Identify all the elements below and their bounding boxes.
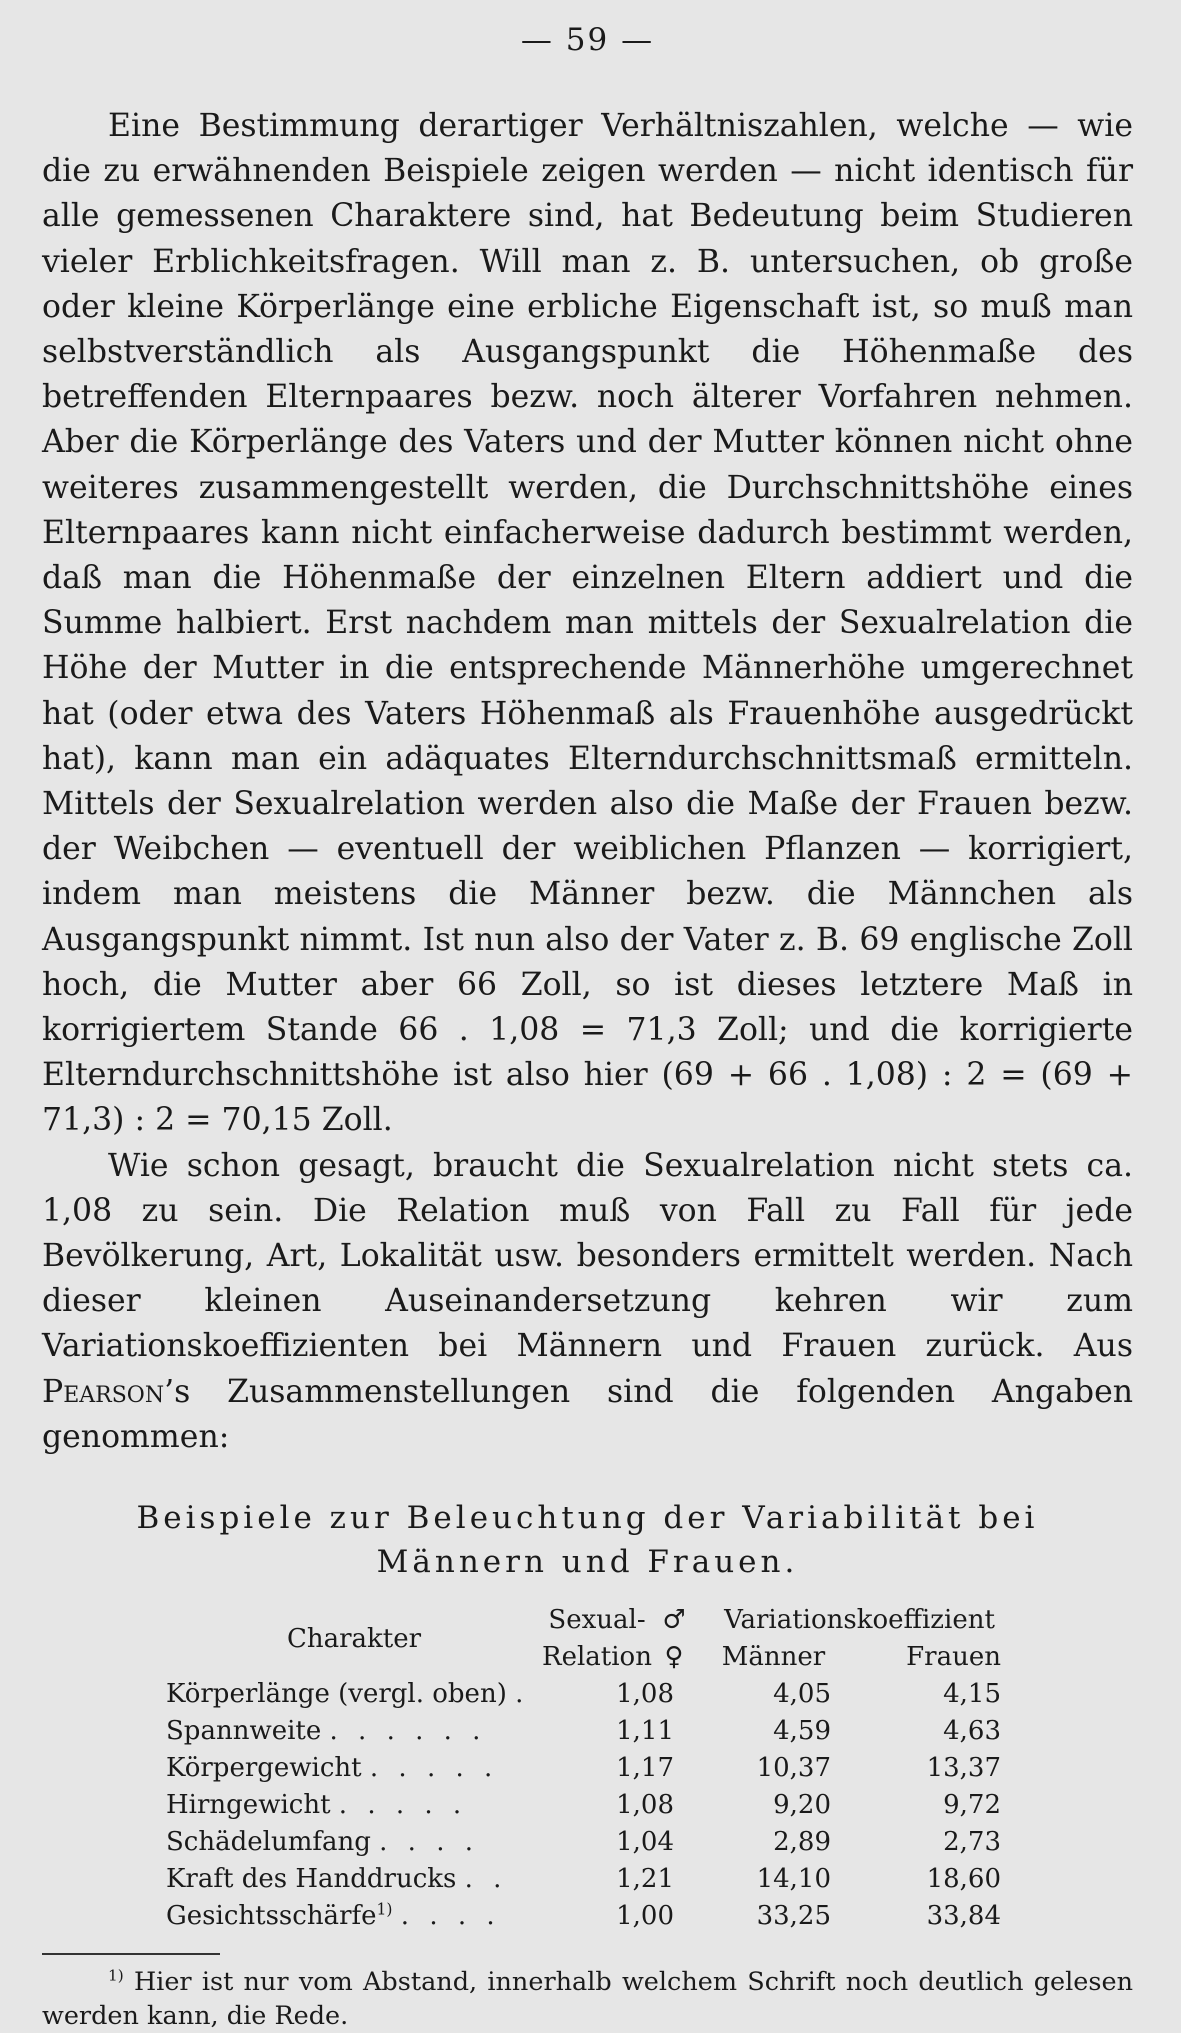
- row-men: 33,25: [756, 1901, 831, 1932]
- leader-dots: . . . . .: [338, 1790, 468, 1821]
- row-women: 4,63: [943, 1716, 1001, 1747]
- leader-dots: . . . . .: [369, 1753, 499, 1784]
- table-row: [166, 1898, 1023, 1935]
- leader-dots: .: [515, 1679, 530, 1710]
- row-women: 2,73: [943, 1827, 1001, 1858]
- table-row: [166, 1750, 1023, 1787]
- row-name: Gesichtsschärfe: [166, 1901, 377, 1932]
- paragraph-1: Eine Bestimmung derartiger Verhältniszahlen, welche — wie die zu erwähnenden Beispiele zeigen werden — nicht identisch für alle gemessenen Charaktere sind, hat Bedeutung beim Studieren vieler Erblichkeitsfragen. Will man z. B. untersuchen, ob große oder kleine Körperlänge eine erbliche Eigenschaft ist, so muß man selbstverständlich als Ausgangspunkt die Höhenmaße des betreffenden Elternpaares bezw. noch älterer Vorfahren nehmen. Aber die Körperlänge des Vaters und der Mutter können nicht ohne weiteres zusammengestellt werden, die Durchschnittshöhe eines Elternpaares kann nicht einfacherweise dadurch bestimmt werden, daß man die Höhenmaße der einzelnen Eltern addiert und die Summe halbiert. Erst nachdem man mittels der Sexualrelation die Höhe der Mutter in die entsprechende Männerhöhe umgerechnet hat (oder etwa des Vaters Höhenmaß als Frauenhöhe ausgedrückt hat), kann man ein adäquates Elterndurchschnittsmaß ermitteln. Mittels der Sexualrelation werden also die Maße der Frauen bezw. der Weibchen — eventuell der weiblichen Pflanzen — korrigiert, indem man meistens die Männer bezw. die Männchen als Ausgangspunkt nimmt. Ist nun also der Vater z. B. 69 englische Zoll hoch, die Mutter aber 66 Zoll, so ist dieses letztere Maß in korrigiertem Stande 66 . 1,08 = 71,3 Zoll; und die korrigierte Elterndurchschnittshöhe ist also hier (69 + 66 . 1,08) : 2 = (69 + 71,3) : 2 = 70,15 Zoll.: [42, 108, 1133, 1139]
- table-title: Beispiele zur Beleuchtung der Variabilität bei Männern und Frauen.: [136, 1500, 1039, 1581]
- table-row: [166, 1824, 1023, 1861]
- variability-table: [166, 1602, 1023, 1935]
- table-row: [166, 1861, 1023, 1898]
- row-name: Kraft des Handdrucks: [166, 1864, 457, 1895]
- row-men: 4,59: [773, 1716, 831, 1747]
- header-relation-line2: Relation: [542, 1642, 652, 1673]
- footnote-text: Hier ist nur vom Abstand, innerhalb welchem Schrift noch deutlich gelesen werden kann, die Rede.: [42, 1967, 1133, 2032]
- row-men: 10,37: [756, 1753, 831, 1784]
- male-symbol-icon: ♂: [662, 1605, 686, 1636]
- header-character: Charakter: [286, 1623, 422, 1654]
- row-men: 4,05: [773, 1679, 831, 1710]
- row-name: Schädelumfang: [166, 1827, 371, 1858]
- row-name-cell: [166, 1750, 542, 1787]
- header-variation: Variationskoeffizient: [724, 1605, 995, 1636]
- table-row: [166, 1676, 1023, 1713]
- row-name-cell: [166, 1861, 542, 1898]
- footnote-ref: 1): [376, 1900, 393, 1919]
- author-name: Pearson: [42, 1373, 165, 1410]
- row-relation: 1,11: [616, 1716, 674, 1747]
- paragraph-2-text-a: Wie schon gesagt, braucht die Sexualrelation nicht stets ca. 1,08 zu sein. Die Relation muß von Fall zu Fall für jede Bevölkerung, Art, Lokalität usw. besonders ermittelt werden. Nach dieser kleinen Auseinandersetzung kehren wir zum Variationskoeffizienten bei Männern und Frauen zurück. Aus: [42, 1147, 1133, 1365]
- row-men: 9,20: [773, 1790, 831, 1821]
- table-row: [166, 1787, 1023, 1824]
- row-name-cell: [166, 1824, 542, 1861]
- row-name-cell: [166, 1713, 542, 1750]
- row-women: 18,60: [926, 1864, 1001, 1895]
- row-name: Spannweite: [166, 1716, 322, 1747]
- row-women: 13,37: [926, 1753, 1001, 1784]
- leader-dots: . .: [464, 1864, 508, 1895]
- row-name: Hirngewicht: [166, 1790, 331, 1821]
- row-women: 9,72: [943, 1790, 1001, 1821]
- leader-dots: . . . .: [379, 1827, 480, 1858]
- row-women: 4,15: [943, 1679, 1001, 1710]
- paragraph-2-text-b: ’s Zusammenstellungen sind die folgenden Angaben genommen:: [42, 1373, 1133, 1455]
- row-relation: 1,08: [616, 1679, 674, 1710]
- header-relation-line1: Sexual-: [548, 1605, 646, 1636]
- leader-dots: . . . .: [400, 1901, 501, 1932]
- paragraph-2: [42, 1144, 1133, 1460]
- row-name-cell: [166, 1787, 542, 1824]
- footnote: [42, 1965, 1133, 2033]
- row-relation: 1,04: [616, 1827, 674, 1858]
- row-men: 14,10: [756, 1864, 831, 1895]
- footnote-rule: [42, 1953, 220, 1955]
- footnote-mark: 1): [108, 1966, 124, 1985]
- row-relation: 1,17: [616, 1753, 674, 1784]
- row-name: Körperlänge (vergl. oben): [166, 1679, 507, 1710]
- row-relation: 1,00: [616, 1901, 674, 1932]
- table-row: [166, 1713, 1023, 1750]
- header-women: Frauen: [906, 1642, 1001, 1673]
- row-name-cell: [166, 1898, 542, 1935]
- row-name-cell: [166, 1676, 542, 1713]
- row-relation: 1,21: [616, 1864, 674, 1895]
- row-men: 2,89: [773, 1827, 831, 1858]
- female-symbol-icon: ♀: [664, 1642, 684, 1673]
- row-relation: 1,08: [616, 1790, 674, 1821]
- table-header-row-1: [166, 1602, 1023, 1639]
- leader-dots: . . . . . .: [329, 1716, 487, 1747]
- page-number: — 59 —: [520, 22, 655, 58]
- header-men: Männer: [721, 1642, 826, 1673]
- row-name: Körpergewicht: [166, 1753, 362, 1784]
- row-women: 33,84: [926, 1901, 1001, 1932]
